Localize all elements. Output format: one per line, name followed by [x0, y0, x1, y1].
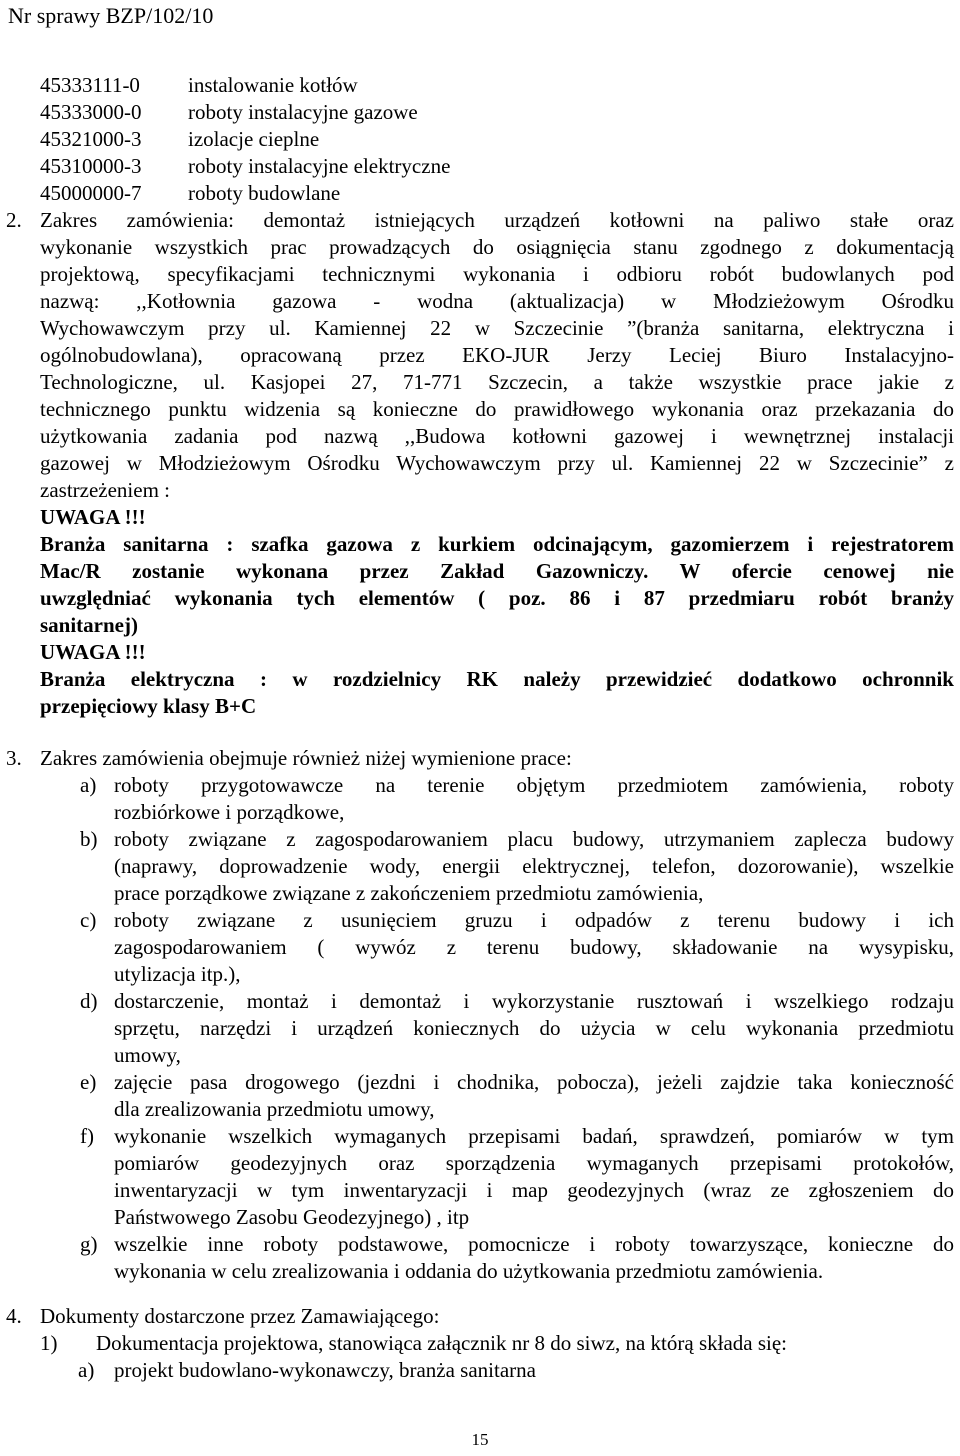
- cpv-code: 45333000-0: [40, 100, 142, 124]
- section-3: [6, 745, 954, 1285]
- list-item-line: rozbiórkowe i porządkowe,: [114, 800, 345, 824]
- section-3-title: Zakres zamówienia obejmuje również niżej wymienione prace:: [40, 746, 572, 770]
- electrical-note-line: Branża elektryczna : w rozdzielnicy RK należy przewidzieć dodatkowo ochronnik: [40, 667, 954, 691]
- section-2-line: zastrzeżeniem :: [40, 478, 170, 502]
- list-item: [40, 826, 954, 907]
- section-2-line: wykonanie wszystkich prac prowadzących do osiągnięcia stanu zgodnego z dokumentacją: [40, 235, 954, 259]
- cpv-row: [40, 126, 450, 153]
- cpv-description: roboty budowlane: [188, 181, 341, 205]
- section-2-line: ogólnobudowlana), opracowaną przez EKO-JUR Jerzy Leciej Biuro Instalacyjno-: [40, 343, 954, 367]
- section-2-line: nazwą: ,,Kotłownia gazowa - wodna (aktualizacja) w Młodzieżowym Ośrodku: [40, 289, 954, 313]
- section-4-title: Dokumenty dostarczone przez Zamawiającego:: [40, 1304, 440, 1328]
- section-2: [6, 207, 954, 720]
- list-item-line: roboty związane z zagospodarowaniem placu budowy, utrzymaniem zaplecza budowy: [114, 827, 954, 851]
- section-2-number: 2.: [6, 208, 22, 232]
- list-item-letter: a): [80, 773, 97, 797]
- list-item-letter: e): [80, 1070, 97, 1094]
- section-4: [6, 1303, 954, 1384]
- section-2-line: technicznego punktu widzenia są konieczne do prawidłowego wykonania oraz przekazania do: [40, 397, 954, 421]
- list-item-line: pomiarów geodezyjnych oraz sporządzenia wymaganych przepisami protokołów,: [114, 1151, 954, 1175]
- sanitary-note-line: sanitarnej): [40, 613, 138, 637]
- sanitary-note-line: Mac/R zostanie wykonana przez Zakład Gazowniczy. W ofercie cenowej nie: [40, 559, 954, 583]
- document-subitem-letter: a): [78, 1358, 95, 1382]
- cpv-description: roboty instalacyjne gazowe: [188, 100, 418, 124]
- cpv-code-list: [40, 72, 450, 207]
- section-2-line: Zakres zamówienia: demontaż istniejących urządzeń kotłowni na paliwo stałe oraz: [40, 208, 954, 232]
- cpv-description: izolacje cieplne: [188, 127, 320, 151]
- cpv-row: [40, 72, 450, 99]
- list-item-line: wszelkie inne roboty podstawowe, pomocnicze i roboty towarzyszące, konieczne do: [114, 1232, 954, 1256]
- document-subitem: [40, 1357, 954, 1384]
- list-item: [40, 772, 954, 826]
- list-item-line: dostarczenie, montaż i demontaż i wykorzystanie rusztowań i wszelkiego rodzaju: [114, 989, 954, 1013]
- sanitary-note-line: uwzględniać wykonania tych elementów ( poz. 86 i 87 przedmiaru robót branży: [40, 586, 954, 610]
- list-item-line: wykonanie wszelkich wymaganych przepisami badań, sprawdzeń, pomiarów w tym: [114, 1124, 954, 1148]
- list-item-line: roboty przygotowawcze na terenie objętym przedmiotem zamówienia, roboty: [114, 773, 954, 797]
- section-3-number: 3.: [6, 746, 22, 770]
- cpv-code: 45310000-3: [40, 154, 142, 178]
- section-4-number: 4.: [6, 1304, 22, 1328]
- cpv-description: roboty instalacyjne elektryczne: [188, 154, 451, 178]
- section-2-line: projektową, specyfikacjami technicznymi wykonania i odbioru robót budowlanych pod: [40, 262, 954, 286]
- cpv-code: 45321000-3: [40, 127, 142, 151]
- list-item: [40, 907, 954, 988]
- list-item-line: (naprawy, doprowadzenie wody, energii elektrycznej, telefon, dozorowanie), wszelkie: [114, 854, 954, 878]
- list-item-line: zajęcie pasa drogowego (jezdni i chodnika, pobocza), jeżeli zajdzie taka konieczność: [114, 1070, 954, 1094]
- section-2-line: użytkowania zadania pod nazwą ,,Budowa kotłowni gazowej i wewnętrznej instalacji: [40, 424, 954, 448]
- list-item-line: inwentaryzacji w tym inwentaryzacji i map geodezyjnych (wraz ze zgłoszeniem do: [114, 1178, 954, 1202]
- cpv-code: 45000000-7: [40, 181, 142, 205]
- list-item-line: roboty związane z usunięciem gruzu i odpadów z terenu budowy i ich: [114, 908, 954, 932]
- list-item-letter: b): [80, 827, 98, 851]
- electrical-note-line: przepięciowy klasy B+C: [40, 694, 257, 718]
- list-item-line: umowy,: [114, 1043, 181, 1067]
- cpv-row: [40, 180, 450, 207]
- section-2-line: Wychowawczym przy ul. Kamiennej 22 w Szczecinie ”(branża sanitarna, elektryczna i: [40, 316, 954, 340]
- list-item-line: zagospodarowaniem ( wywóz z terenu budowy, składowanie na wysypisku,: [114, 935, 954, 959]
- document-item-text: Dokumentacja projektowa, stanowiąca załącznik nr 8 do siwz, na którą składa się:: [96, 1331, 788, 1355]
- cpv-description: instalowanie kotłów: [188, 73, 358, 97]
- list-item: [40, 1231, 954, 1285]
- list-item-line: utylizacja itp.),: [114, 962, 241, 986]
- section-2-line: gazowej w Młodzieżowym Ośrodku Wychowawczym przy ul. Kamiennej 22 w Szczecinie” z: [40, 451, 954, 475]
- list-item: [40, 1069, 954, 1123]
- documents-list: [40, 1330, 954, 1384]
- sanitary-note-line: Branża sanitarna : szafka gazowa z kurkiem odcinającym, gazomierzem i rejestratorem: [40, 532, 954, 556]
- list-item: [40, 1123, 954, 1231]
- case-number-header: Nr sprawy BZP/102/10: [8, 3, 214, 28]
- section-2-body: [40, 207, 954, 720]
- section-2-line: Technologiczne, ul. Kasjopei 27, 71-771 Szczecin, a także wszystkie prace jakie z: [40, 370, 954, 394]
- list-item-line: sprzętu, narzędzi i urządzeń koniecznych do użycia w celu wykonania przedmiotu: [114, 1016, 954, 1040]
- list-item-letter: g): [80, 1232, 98, 1256]
- document-item-number: 1): [40, 1331, 58, 1355]
- list-item-line: wykonania w celu zrealizowania i oddania do użytkowania przedmiotu zamówienia.: [114, 1259, 824, 1283]
- list-item-line: dla zrealizowania przedmiotu umowy,: [114, 1097, 435, 1121]
- list-item-line: prace porządkowe związane z zakończeniem przedmiotu zamówienia,: [114, 881, 704, 905]
- list-item-letter: f): [80, 1124, 94, 1148]
- list-item-line: Państwowego Zasobu Geodezyjnego) , itp: [114, 1205, 470, 1229]
- warning-label: UWAGA !!!: [40, 640, 146, 664]
- cpv-code: 45333111-0: [40, 73, 140, 97]
- cpv-row: [40, 153, 450, 180]
- work-scope-list: [40, 772, 954, 1285]
- warning-label: UWAGA !!!: [40, 505, 146, 529]
- list-item: [40, 988, 954, 1069]
- list-item-letter: d): [80, 989, 98, 1013]
- cpv-row: [40, 99, 450, 126]
- document-subitem-text: projekt budowlano-wykonawczy, branża sanitarna: [114, 1358, 536, 1382]
- document-item: [40, 1330, 954, 1357]
- list-item-letter: c): [80, 908, 97, 932]
- page-number: 15: [471, 1430, 489, 1449]
